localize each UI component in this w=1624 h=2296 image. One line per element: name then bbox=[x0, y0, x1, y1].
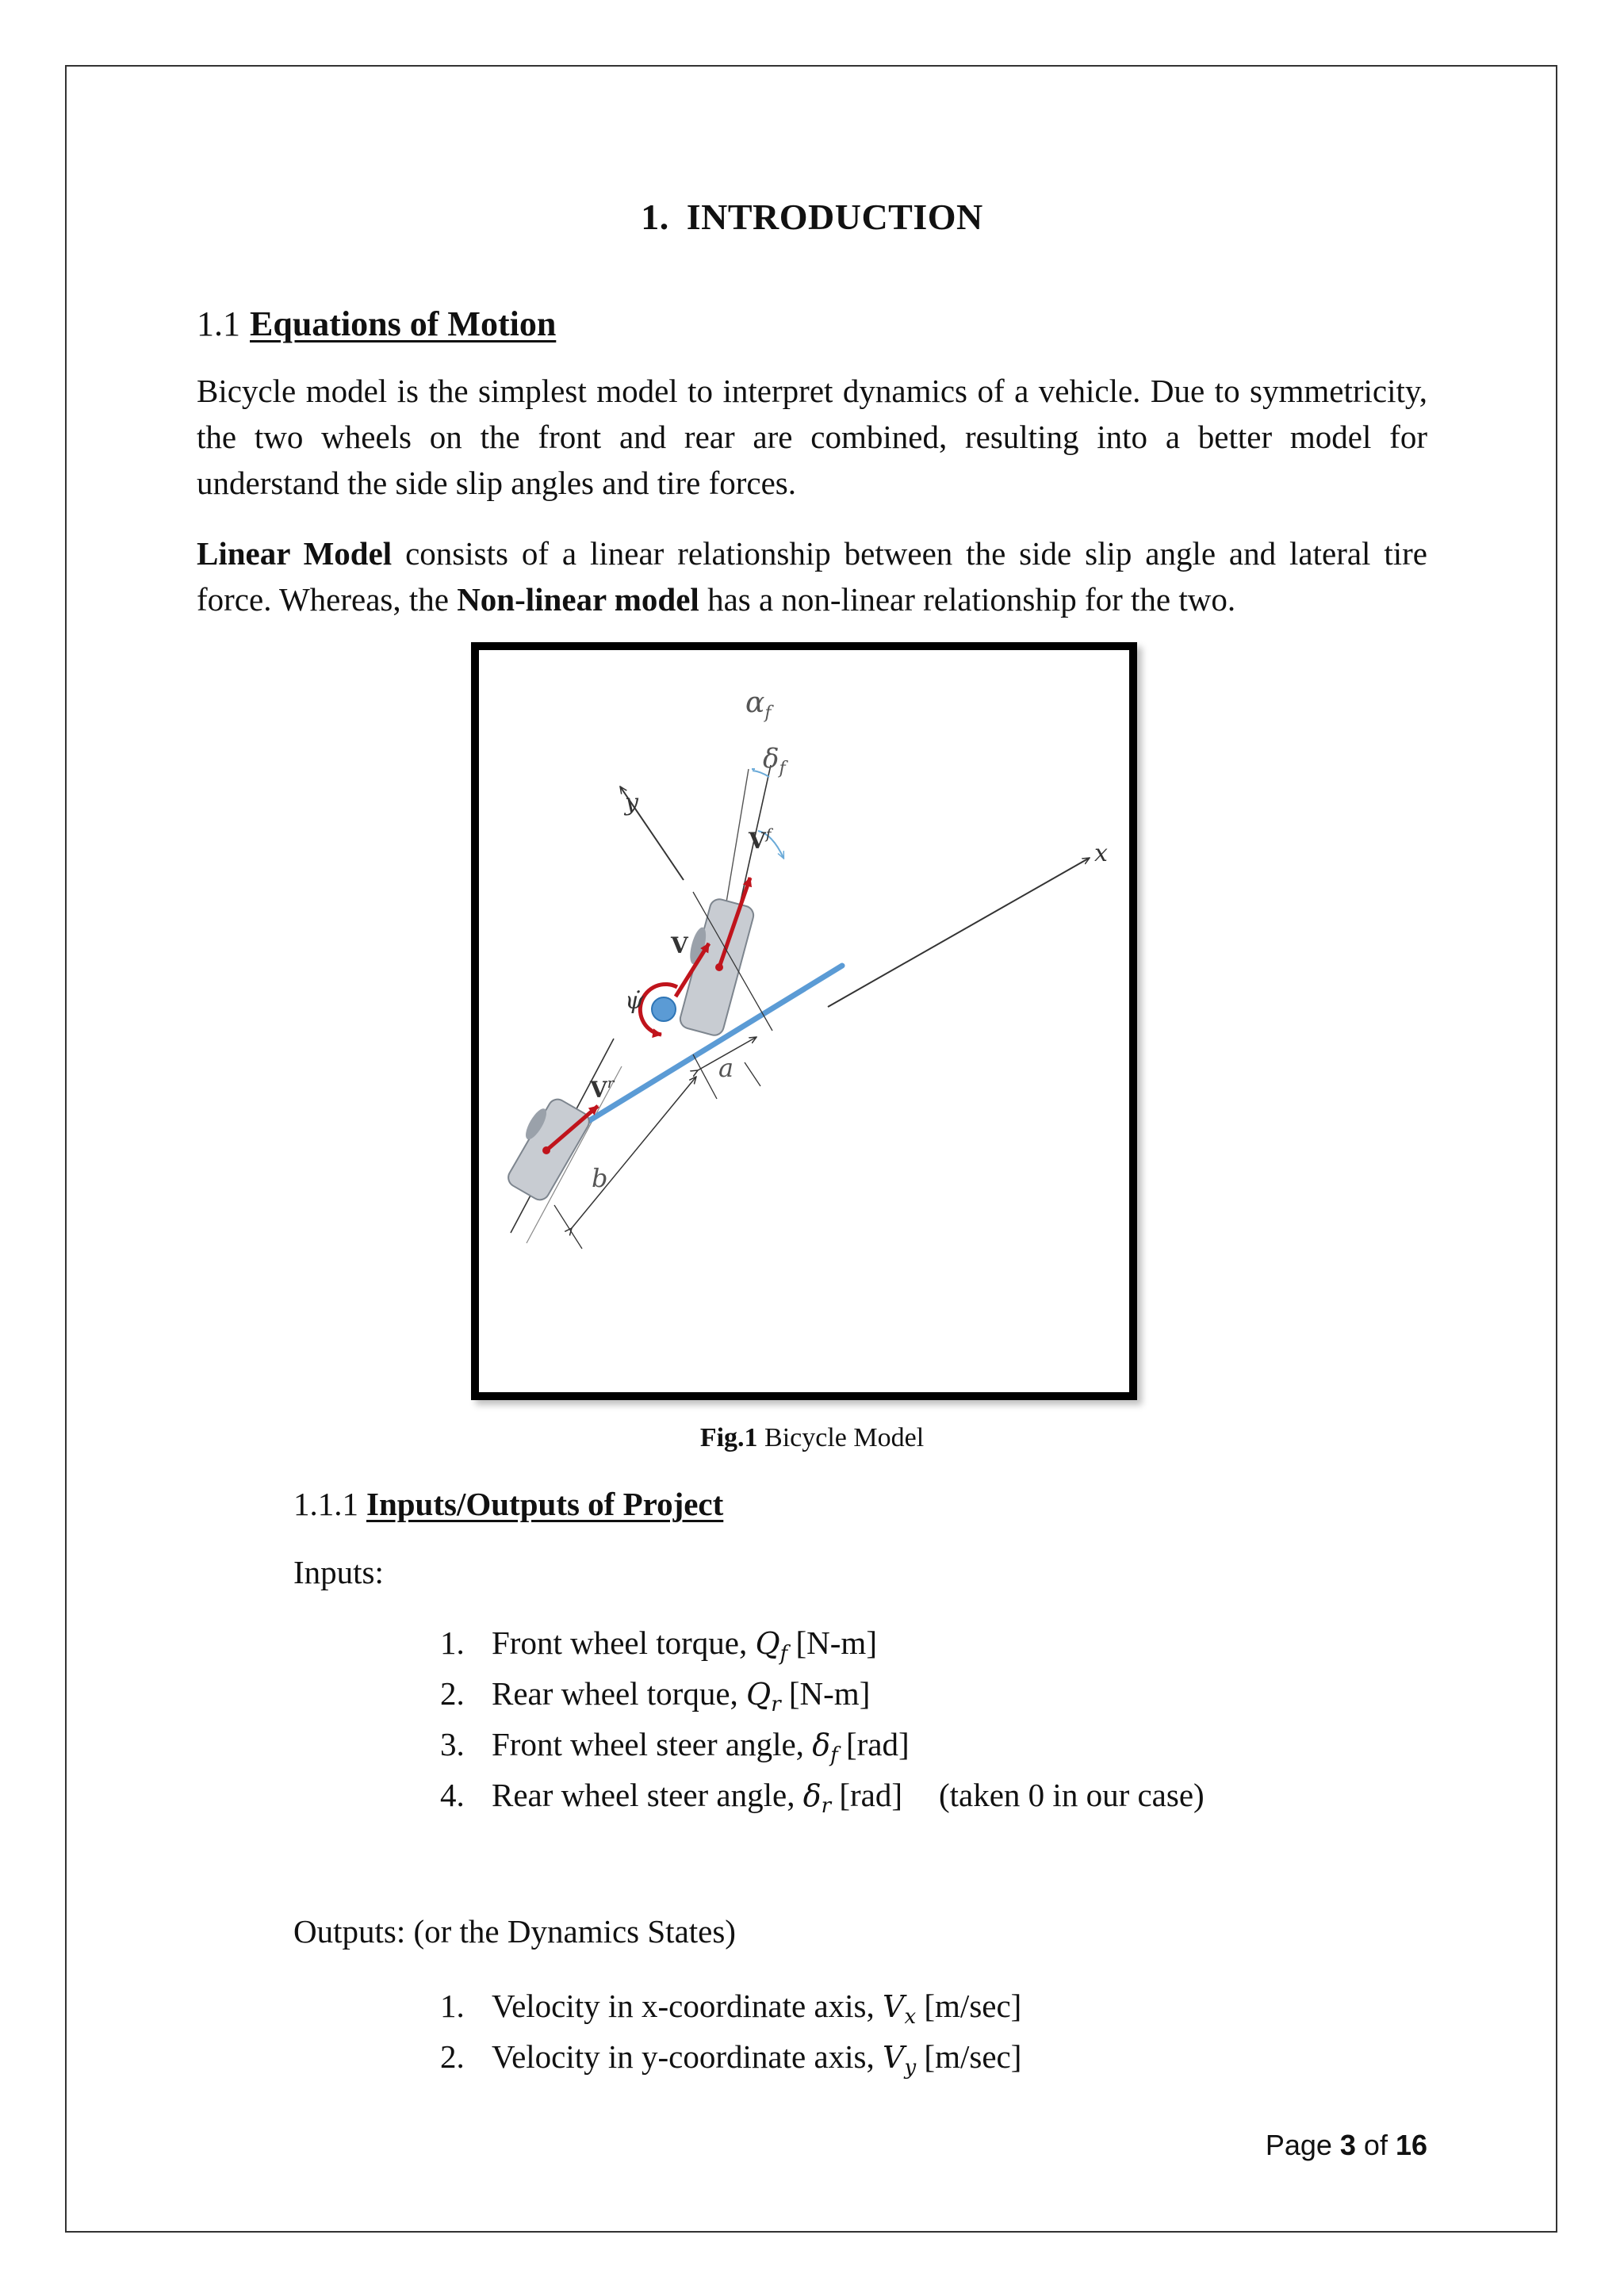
section-number: 1.1 bbox=[197, 304, 240, 343]
list-note: (taken 0 in our case) bbox=[938, 1777, 1205, 1813]
list-text: Rear wheel steer angle, bbox=[492, 1777, 803, 1813]
list-unit: [m/sec] bbox=[916, 2038, 1022, 2075]
list-text: Front wheel torque, bbox=[492, 1624, 756, 1661]
list-number: 1. bbox=[440, 1624, 465, 1661]
list-number: 2. bbox=[440, 1675, 465, 1712]
list-unit: [m/sec] bbox=[916, 1988, 1022, 2024]
rear-axle-point bbox=[542, 1146, 550, 1154]
subsection-heading bbox=[293, 1485, 723, 1523]
input-item bbox=[440, 1719, 1205, 1770]
math-symbol: $Q_r$ bbox=[746, 1677, 781, 1716]
list-number: 3. bbox=[440, 1726, 465, 1762]
outputs-list bbox=[440, 1980, 1021, 2082]
list-number: 1. bbox=[440, 1988, 465, 2024]
math-symbol: $V_y$ bbox=[883, 2040, 917, 2080]
yaw-rate-label: ψ̇ bbox=[625, 987, 644, 1015]
section-heading bbox=[197, 304, 556, 344]
v-rear-label: $V^r$ bbox=[590, 1075, 615, 1103]
list-number: 4. bbox=[440, 1777, 465, 1813]
inputs-label: Inputs: bbox=[293, 1554, 384, 1590]
paragraph-bicycle-model: Bicycle model is the simplest model to interpret dynamics of a vehicle. Due to symmetricity, the two wheels on the front and rear are combined, resulting into a better model for understand the side slip angles and tire forces. bbox=[197, 373, 1427, 501]
list-unit: [rad] bbox=[831, 1777, 902, 1813]
a-dimension-ext-2 bbox=[745, 1062, 760, 1086]
front-axle-point bbox=[715, 963, 723, 971]
v-front-label: $V^f$ bbox=[749, 826, 772, 854]
math-symbol: $\delta_r$ bbox=[802, 1778, 832, 1818]
inputs-list bbox=[440, 1617, 1205, 1820]
y-axis-label: y bbox=[625, 789, 638, 817]
bicycle-model-diagram bbox=[479, 650, 1129, 1392]
figure-caption-text: Bicycle Model bbox=[757, 1423, 925, 1452]
alpha-f-label: $\alpha_f$ bbox=[745, 687, 772, 723]
chapter-title: INTRODUCTION bbox=[686, 197, 983, 237]
subsection-number: 1.1.1 bbox=[293, 1486, 358, 1522]
b-dimension-label: b bbox=[592, 1163, 608, 1193]
footer-prefix: Page bbox=[1265, 2129, 1340, 2161]
list-text: Velocity in x-coordinate axis, bbox=[492, 1988, 883, 2024]
output-item bbox=[440, 2031, 1021, 2082]
figure-caption-number: Fig.1 bbox=[699, 1423, 758, 1452]
term-linear-model: Linear Model bbox=[197, 535, 393, 572]
page-footer bbox=[1266, 2129, 1427, 2162]
math-symbol: $V_x$ bbox=[883, 1989, 917, 2029]
math-symbol: $\delta_f$ bbox=[812, 1728, 838, 1767]
paragraph-text-2: has a non-linear relationship for the two. bbox=[699, 581, 1236, 618]
paragraph-text-1: consists of a linear relationship between the side slip angle and lateral tire force. Whereas, the bbox=[197, 535, 1427, 618]
section-title: Equations of Motion bbox=[250, 304, 557, 343]
figure-caption bbox=[0, 1423, 1624, 1453]
paragraph-linear-model bbox=[197, 530, 1427, 622]
list-unit: [rad] bbox=[837, 1726, 910, 1762]
list-text: Rear wheel torque, bbox=[492, 1675, 747, 1712]
x-axis-line bbox=[828, 858, 1090, 1007]
v-center-label: V bbox=[671, 932, 688, 959]
delta-f-label: $\delta_f$ bbox=[763, 743, 786, 779]
subsection-title: Inputs/Outputs of Project bbox=[366, 1486, 724, 1522]
footer-middle: of bbox=[1355, 2129, 1396, 2161]
output-item bbox=[440, 1980, 1021, 2031]
total-page-count: 16 bbox=[1395, 2129, 1427, 2161]
chapter-number: 1. bbox=[641, 197, 669, 237]
chapter-heading bbox=[0, 196, 1624, 238]
b-dimension-ext-2 bbox=[554, 1205, 582, 1249]
x-axis-label: x bbox=[1094, 840, 1108, 867]
center-of-gravity bbox=[652, 997, 676, 1021]
current-page-number: 3 bbox=[1339, 2129, 1356, 2161]
list-text: Front wheel steer angle, bbox=[492, 1726, 813, 1762]
outputs-label: Outputs: (or the Dynamics States) bbox=[293, 1913, 736, 1950]
input-item bbox=[440, 1668, 1205, 1719]
term-nonlinear-model: Non-linear model bbox=[457, 581, 699, 618]
list-unit: [N-m] bbox=[780, 1675, 871, 1712]
input-item bbox=[440, 1770, 1205, 1820]
front-wheel bbox=[671, 895, 756, 1037]
y-axis-tail bbox=[664, 851, 684, 880]
list-unit: [N-m] bbox=[787, 1624, 877, 1661]
math-symbol: $Q_f$ bbox=[755, 1626, 788, 1666]
bicycle-model-figure bbox=[471, 642, 1137, 1400]
list-text: Velocity in y-coordinate axis, bbox=[492, 2038, 883, 2075]
a-dimension-label: a bbox=[718, 1053, 734, 1083]
input-item bbox=[440, 1617, 1205, 1668]
list-number: 2. bbox=[440, 2038, 465, 2075]
